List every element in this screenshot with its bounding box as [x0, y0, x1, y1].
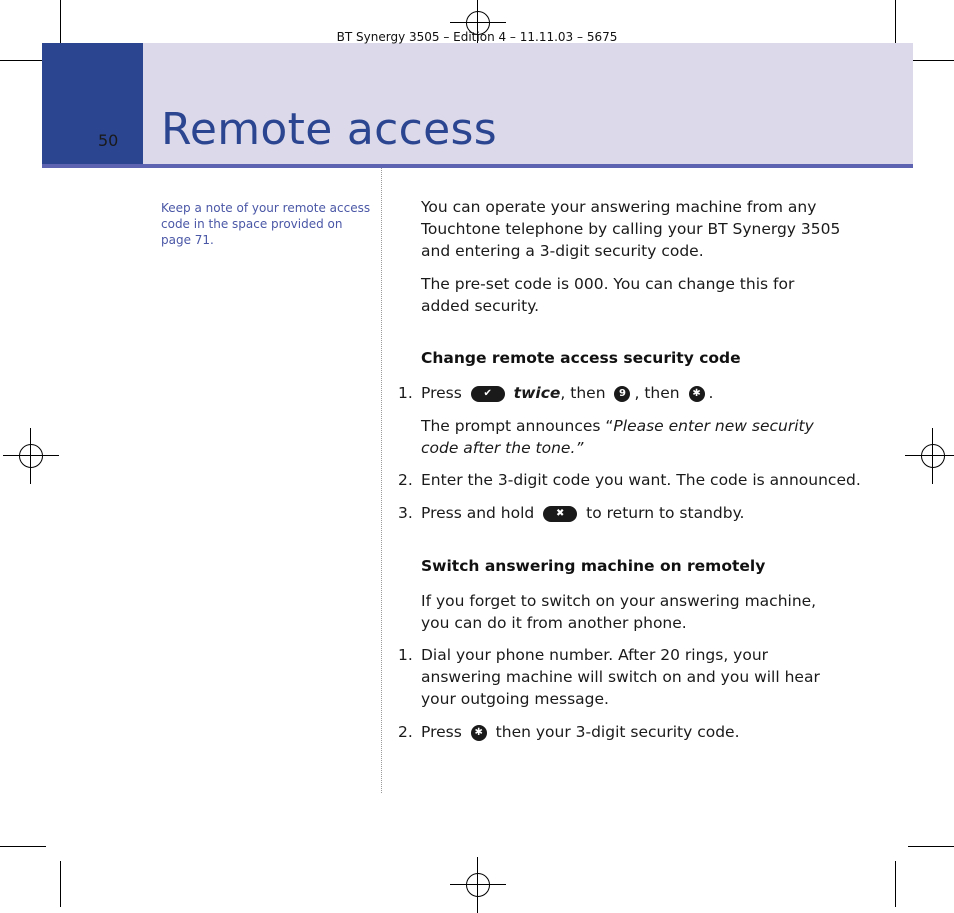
- registration-mark-icon: [913, 436, 953, 476]
- crop-mark: [60, 861, 61, 907]
- registration-mark-icon: [11, 436, 51, 476]
- step-text: Dial your phone number. After 20 rings, your answering machine will switch on and you will hear your outgoing message.: [421, 646, 820, 708]
- page-number: 50: [98, 131, 119, 150]
- step-number: 1.: [398, 646, 413, 664]
- registration-mark-icon: [458, 865, 498, 905]
- step-text-part: , then: [634, 384, 680, 402]
- page-title: Remote access: [161, 104, 497, 155]
- crop-mark: [908, 60, 954, 61]
- intro-paragraph-2: The pre-set code is 000. You can change this for added security.: [421, 275, 795, 315]
- page-number-tab: [42, 43, 143, 165]
- step-text-part: to return to standby.: [586, 504, 745, 522]
- crop-mark: [0, 846, 46, 847]
- step-emphasis: twice: [513, 384, 561, 402]
- step-text: [421, 382, 841, 404]
- step-number: 2.: [398, 723, 413, 741]
- prompt-paragraph: [421, 415, 841, 459]
- step-text-part: Press: [421, 723, 462, 741]
- prompt-prefix: The prompt announces “: [421, 417, 614, 435]
- step-text-part: , then: [560, 384, 606, 402]
- step-number: 1.: [398, 384, 413, 402]
- section-intro: If you forget to switch on your answering machine, you can do it from another phone.: [421, 592, 817, 632]
- section-heading: Switch answering machine on remotely: [421, 557, 766, 575]
- step-number: 3.: [398, 504, 413, 522]
- step-text: [421, 502, 841, 524]
- step-text: Enter the 3-digit code you want. The code is announced.: [421, 471, 861, 489]
- section-heading: Change remote access security code: [421, 349, 741, 367]
- column-divider: [381, 168, 382, 793]
- step-text-part: then your 3-digit security code.: [495, 723, 740, 741]
- step-text-part: .: [708, 384, 714, 402]
- crop-mark: [895, 861, 896, 907]
- side-note: Keep a note of your remote access code in the space provided on page 71.: [161, 201, 371, 247]
- step-number: 2.: [398, 471, 413, 489]
- crop-mark: [0, 60, 46, 61]
- intro-paragraph: You can operate your answering machine from any Touchtone telephone by calling your BT Synergy 3505 and entering a 3-digit security code.: [421, 198, 841, 260]
- cancel-key-icon: ✖: [543, 506, 577, 522]
- prompt-text: Please enter new security code after the tone.”: [421, 417, 814, 457]
- nine-key-icon: 9: [614, 386, 630, 402]
- header-rule: [42, 164, 913, 168]
- crop-mark: [908, 846, 954, 847]
- star-key-icon: ✱: [689, 386, 705, 402]
- star-key-icon: ✱: [471, 725, 487, 741]
- step-text: [421, 721, 841, 743]
- step-text-part: Press and hold: [421, 504, 535, 522]
- running-head: BT Synergy 3505 – Edition 4 – 11.11.03 – 5675: [336, 30, 618, 44]
- step-text-part: Press: [421, 384, 462, 402]
- ok-key-icon: ✔: [471, 386, 505, 402]
